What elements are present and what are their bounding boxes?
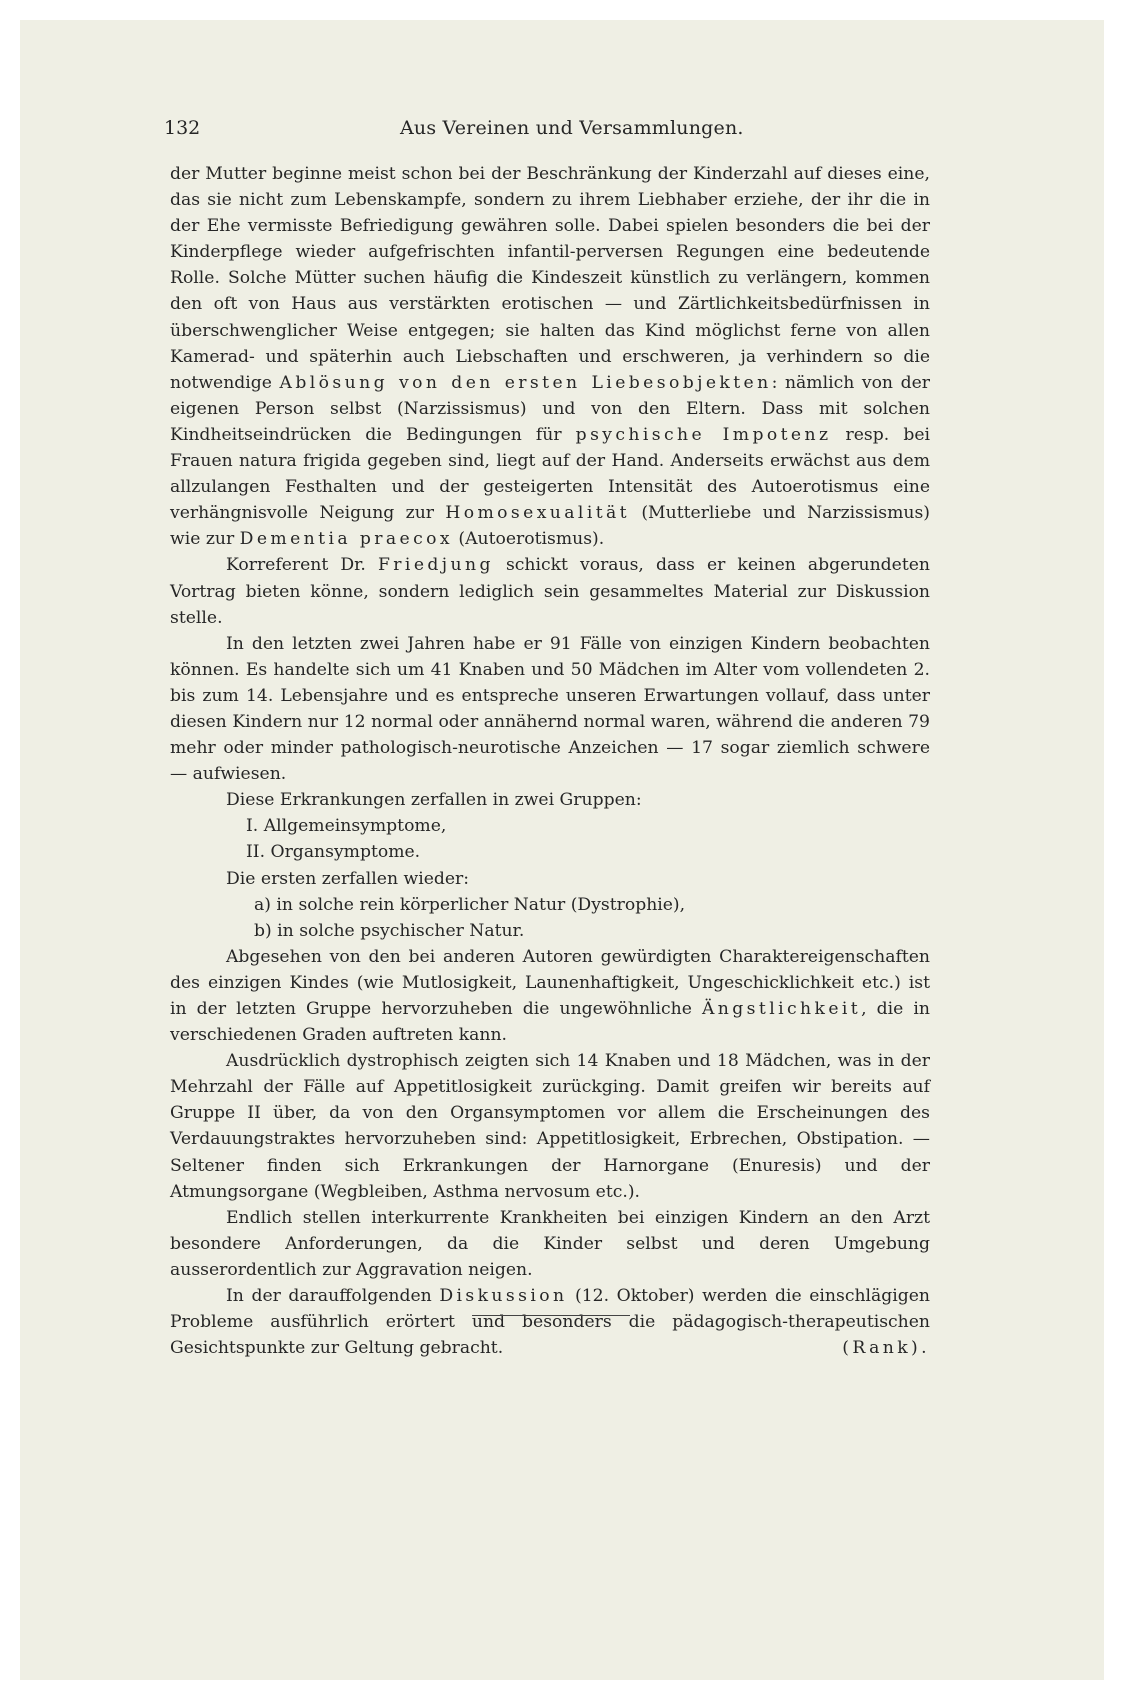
- spaced-name: Friedjung: [377, 555, 494, 576]
- text-run: Korreferent Dr.: [226, 555, 378, 576]
- list-item: I. Allgemeinsymptome,: [246, 816, 447, 837]
- page-number: 132: [164, 117, 201, 139]
- spaced-term: Ängstlichkeit: [702, 999, 862, 1019]
- section-divider: [472, 1315, 630, 1316]
- spaced-term: Dementia praecox: [239, 529, 453, 550]
- text-run: (Autoerotismus).: [452, 529, 605, 550]
- paragraph-9: [170, 1283, 930, 1361]
- text-run: In der darauffolgenden: [226, 1286, 440, 1307]
- paragraph-7: Ausdrücklich dystrophisch zeigten sich 14 Knaben und 18 Mädchen, was in der Mehrzahl der Fälle auf Appetitlosigkeit zurückging. Damit greifen wir bereits auf Gruppe II über, da von den Organsymptomen vor allem die Erscheinungen des Verdauungstraktes hervorzuheben sind: Appetitlosigkeit, Erbrechen, Obstipation. — Seltener finden sich Erkrankungen der Harnorgane (Enuresis) und der Atmungsorgane (Wegbleiben, Asthma nervosum etc.).: [170, 1051, 930, 1202]
- text-run: (Mutterliebe und Narzissismus) wie zur: [170, 503, 930, 550]
- paragraph-1: [170, 161, 930, 552]
- paragraph-5: Die ersten zerfallen wieder:: [226, 868, 470, 889]
- list-item: a) in solche rein körperlicher Natur (Dystrophie),: [254, 894, 686, 915]
- text-run: schickt voraus, dass er keinen abgerundeten Vortrag bieten könne, sondern lediglich sein gesammeltes Material zur Diskussion stelle.: [170, 555, 930, 628]
- author-signature: (Rank).: [842, 1338, 930, 1359]
- body-text: [170, 161, 930, 1361]
- spaced-term: Homosexualität: [445, 503, 630, 524]
- text-run: der Mutter beginne meist schon bei der Beschränkung der Kinderzahl auf dieses eine, das sie nicht zum Lebenskampfe, sondern zu ihrem Liebhaber erziehe, der ihr die in der Ehe vermisste Befriedigung gewähren solle. Dabei spielen besonders die bei der Kinderpflege wieder aufgefrischten infantil-perversen Regungen eine bedeutende Rolle. Solche Mütter suchen häufig die Kindeszeit künstlich zu verlängern, kommen den oft von Haus aus verstärkten erotischen — und Zärtlichkeitsbedürfnissen in überschwenglicher Weise entgegen; sie halten das Kind möglichst ferne von allen Kamerad- und späterhin auch Liebschaften und erschweren, ja verhindern so die notwendige: [170, 164, 930, 393]
- paragraph-3: In den letzten zwei Jahren habe er 91 Fälle von einzigen Kindern beobachten können. Es handelte sich um 41 Knaben und 50 Mädchen im Alter vom vollendeten 2. bis zum 14. Lebensjahre und es entspreche unseren Erwartungen vollauf, dass unter diesen Kindern nur 12 normal oder annähernd normal waren, während die anderen 79 mehr oder minder pathologisch-neurotische Anzeichen — 17 sogar ziemlich schwere — aufwiesen.: [170, 633, 930, 785]
- paragraph-8: Endlich stellen interkurrente Krankheiten bei einzigen Kindern an den Arzt besondere Anforderungen, da die Kinder selbst und deren Umgebung ausserordentlich zur Aggravation neigen.: [170, 1207, 930, 1280]
- spaced-phrase: Ablösung von den ersten Liebesobjekten: [279, 372, 772, 393]
- text-run: resp. bei Frauen natura frigida gegeben sind, liegt auf der Hand. Anderseits erwächst aus dem allzulangen Festhalten und der gesteigerten Intensität des Autoerotismus eine verhängnisvolle Neigung zur: [170, 424, 930, 524]
- paragraph-4: Diese Erkrankungen zerfallen in zwei Gruppen:: [226, 790, 642, 811]
- text-run: (12. Oktober) werden die einschlägigen Probleme ausführlich erörtert und besonders die pädagogisch-therapeutischen Gesichtspunkte zur Geltung gebracht.: [170, 1286, 930, 1359]
- text-run: , die in verschiedenen Graden auftreten kann.: [170, 999, 930, 1046]
- paragraph-6: [170, 944, 930, 1048]
- list-item: II. Organsymptome.: [246, 842, 421, 863]
- text-run: : nämlich von der eigenen Person selbst (Narzissismus) und von den Eltern. Dass mit solchen Kindheitseindrücken die Bedingungen für: [170, 372, 930, 445]
- list-item: b) in solche psychischer Natur.: [254, 920, 525, 941]
- running-header: [164, 117, 924, 147]
- spaced-term: Diskussion: [439, 1286, 568, 1307]
- spaced-term: psychische Impotenz: [575, 424, 832, 445]
- paragraph-2: [170, 552, 930, 630]
- running-title: Aus Vereinen und Versammlungen.: [400, 117, 744, 139]
- text-run: Abgesehen von den bei anderen Autoren gewürdigten Charaktereigenschaften des einzigen Kindes (wie Mutlosigkeit, Launenhaftigkeit, Ungeschicklichkeit etc.) ist in der letzten Gruppe hervorzuheben die ungewöhnliche: [170, 946, 930, 1019]
